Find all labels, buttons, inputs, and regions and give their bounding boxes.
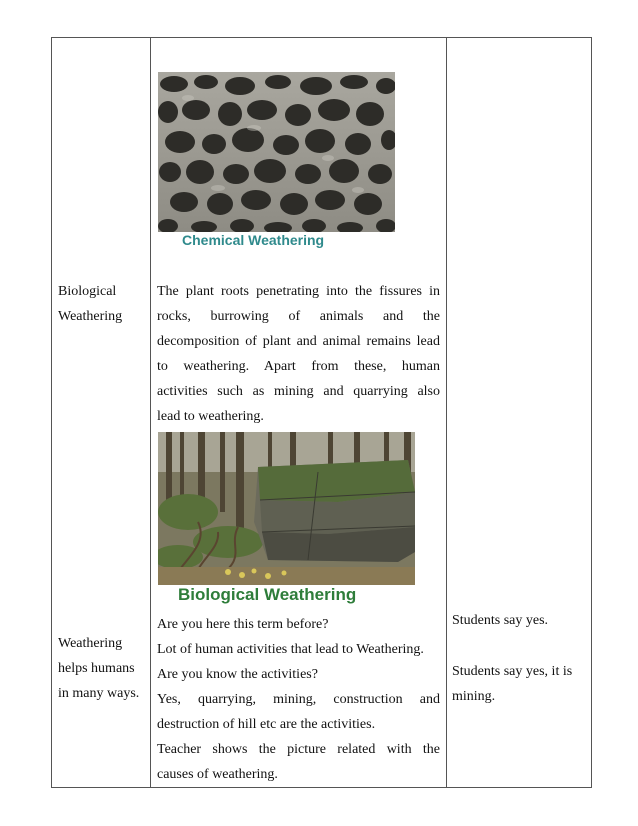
topic-label-line: Weathering	[58, 636, 123, 651]
response-line: mining.	[452, 689, 496, 704]
biological-weathering-caption	[178, 585, 356, 605]
biological-weathering-label	[58, 279, 122, 329]
student-response-1	[452, 608, 548, 633]
paragraph-line: The plant roots penetrating into the fissures in	[157, 284, 440, 299]
column-divider-1	[150, 38, 151, 787]
caption-text: Chemical Weathering	[182, 232, 325, 248]
column-divider-2	[446, 38, 447, 787]
discussion-paragraph	[157, 612, 440, 787]
topic-label-line: in many ways.	[58, 686, 140, 701]
topic-label-line: Weathering	[58, 309, 123, 324]
chemical-weathering-photo	[158, 72, 395, 232]
paragraph-line: destruction of hill etc are the activities.	[157, 717, 376, 732]
response-line: Students say yes, it is	[452, 664, 573, 679]
biological-weathering-photo	[158, 432, 415, 585]
topic-label-line: Biological	[58, 284, 117, 299]
caption-text: Biological Weathering	[178, 585, 357, 604]
paragraph-line: to weathering. Apart from these, human	[157, 359, 440, 374]
paragraph-line: Are you know the activities?	[157, 667, 318, 682]
biological-weathering-paragraph	[157, 279, 440, 429]
paragraph-line: Lot of human activities that lead to Weathering.	[157, 642, 424, 657]
paragraph-line: Teacher shows the picture related with the	[157, 742, 440, 757]
chemical-weathering-caption	[182, 232, 324, 248]
paragraph-line: Yes, quarrying, mining, construction and	[157, 692, 440, 707]
paragraph-line: Are you here this term before?	[157, 617, 329, 632]
paragraph-line: causes of weathering.	[157, 767, 278, 782]
topic-label-line: helps humans	[58, 661, 135, 676]
weathering-helps-label	[58, 631, 139, 706]
student-response-2	[452, 659, 572, 709]
response-line: Students say yes.	[452, 613, 549, 628]
paragraph-line: decomposition of plant and animal remains lead	[157, 334, 440, 349]
paragraph-line: lead to weathering.	[157, 409, 264, 424]
paragraph-line: activities such as mining and quarrying also	[157, 384, 440, 399]
paragraph-line: rocks, burrowing of animals and the	[157, 309, 440, 324]
